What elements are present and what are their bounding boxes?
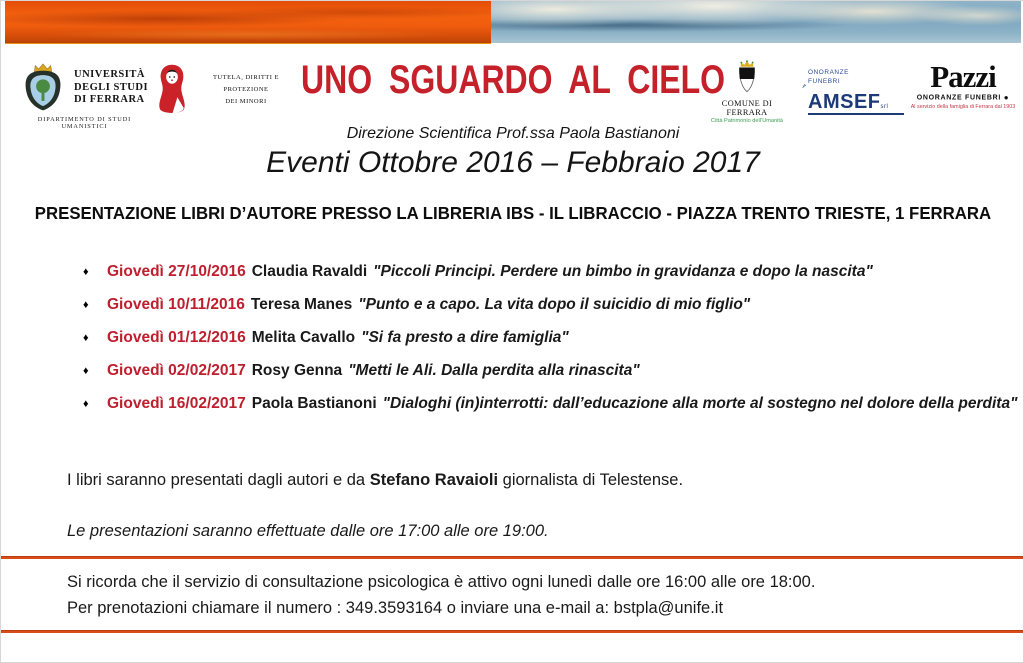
unife-department-label: DIPARTIMENTO DI STUDI UMANISTICI	[37, 116, 132, 130]
amsef-srl-label: srl	[880, 104, 889, 111]
presenters-text-pre: I libri saranno presentati dagli autori e da	[67, 471, 370, 489]
comune-ferrara-logo	[701, 60, 793, 124]
diamond-bullet-icon: ♦	[83, 331, 89, 344]
tutela-minori-line1: TUTELA, DIRITTI E PROTEZIONE	[212, 74, 280, 94]
pazzi-name-label: Pazzi	[930, 59, 996, 94]
event-author: Paola Bastianoni	[251, 394, 377, 412]
event-date: Giovedì 02/02/2017	[107, 361, 246, 379]
amsef-tagline-line2: FUNEBRI	[808, 77, 841, 85]
comune-crest-icon	[731, 60, 763, 98]
diamond-bullet-icon: ♦	[83, 298, 89, 311]
scientific-direction-label: Direzione Scientifica Prof.ssa Paola Bastianoni	[346, 125, 680, 142]
diamond-bullet-icon: ♦	[83, 265, 89, 278]
unife-name-line2: DEGLI STUDI	[74, 81, 149, 93]
pazzi-logo	[904, 59, 1022, 111]
events-period-title: Eventi Ottobre 2016 – Febbraio 2017	[266, 146, 760, 179]
event-book-title: "Piccoli Principi. Perdere un bimbo in gravidanza e dopo la nascita"	[373, 262, 873, 280]
presentation-headline: PRESENTAZIONE LIBRI D’AUTORE PRESSO LA LIBRERIA IBS - IL LIBRACCIO - PIAZZA TRENTO TRIESTE, 1 FERRARA	[34, 203, 992, 223]
event-book-title: "Dialoghi (in)interrotti: dall’educazione alla morte al sostegno nel dolore della perdita"	[382, 394, 1018, 412]
event-item	[83, 288, 1017, 321]
event-author: Teresa Manes	[250, 295, 353, 313]
pazzi-tagline-label	[917, 93, 1010, 102]
times-paragraph: Le presentazioni saranno effettuate dalle ore 17:00 alle ore 19:00.	[67, 522, 549, 540]
diamond-bullet-icon: ♦	[83, 397, 89, 410]
event-book-title: "Punto e a capo. La vita dopo il suicidio di mio figlio"	[358, 295, 751, 313]
orange-divider-bottom	[1, 630, 1024, 633]
pazzi-tagline-text: ONORANZE FUNEBRI	[916, 94, 1002, 102]
blue-sky-clouds-image	[491, 1, 1021, 43]
amsef-text	[808, 61, 904, 115]
comune-name-label: COMUNE DI FERRARA	[721, 99, 773, 117]
event-author: Claudia Ravaldi	[251, 262, 368, 280]
unife-name-line1: UNIVERSITÀ	[74, 69, 145, 81]
pazzi-dot-icon: ●	[1003, 93, 1010, 103]
psychology-service-note: Si ricorda che il servizio di consultazione psicologica è attivo ogni lunedì dalle ore 16:00 alle ore 18:00.	[67, 573, 816, 591]
booking-contact-note: Per prenotazioni chiamare il numero : 349.3593164 o inviare una e-mail a: bstpla@unife.it	[67, 599, 724, 617]
unife-name-line3: DI FERRARA	[74, 94, 145, 106]
event-date: Giovedì 10/11/2016	[107, 295, 245, 313]
diamond-bullet-icon: ♦	[83, 364, 89, 377]
event-item	[83, 321, 1017, 354]
amsef-underline	[808, 113, 904, 115]
event-item	[83, 387, 1017, 420]
unife-crest-icon	[17, 63, 69, 113]
event-date: Giovedì 01/12/2016	[107, 328, 246, 346]
amsef-tagline-line1: ONORANZE	[808, 69, 850, 76]
amsef-name-label	[808, 92, 904, 112]
event-date: Giovedì 27/10/2016	[107, 262, 246, 280]
event-item	[83, 354, 1017, 387]
sunset-sky-banner	[1, 1, 1024, 43]
event-author: Rosy Genna	[251, 361, 343, 379]
page-title: UNO SGUARDO AL CIELO	[300, 58, 726, 102]
events-list	[83, 255, 1017, 420]
presenters-text-post: giornalista di Telestense.	[498, 471, 684, 489]
orange-divider-top	[1, 556, 1024, 559]
comune-subtitle-label: Città Patrimonio dell’Umanità	[710, 118, 784, 124]
event-item	[83, 255, 1017, 288]
event-book-title: "Metti le Ali. Dalla perdita alla rinascita"	[348, 361, 640, 379]
pazzi-subtitle-label: Al servizio della famiglia di Ferrara dal 1903	[910, 104, 1016, 111]
event-book-title: "Si fa presto a dire famiglia"	[361, 328, 569, 346]
tutela-minori-line2: DEI MINORI	[225, 97, 267, 105]
presenter-name: Stefano Ravaioli	[369, 471, 499, 489]
amsef-logo	[802, 61, 904, 115]
sunset-clouds-image	[5, 1, 491, 44]
amsef-tagline	[808, 69, 904, 86]
event-author: Melita Cavallo	[251, 328, 356, 346]
amsef-name-text: AMSEF	[808, 91, 881, 114]
amsef-a-icon	[802, 61, 806, 111]
event-date: Giovedì 16/02/2017	[107, 394, 246, 412]
presenters-paragraph	[67, 471, 683, 490]
